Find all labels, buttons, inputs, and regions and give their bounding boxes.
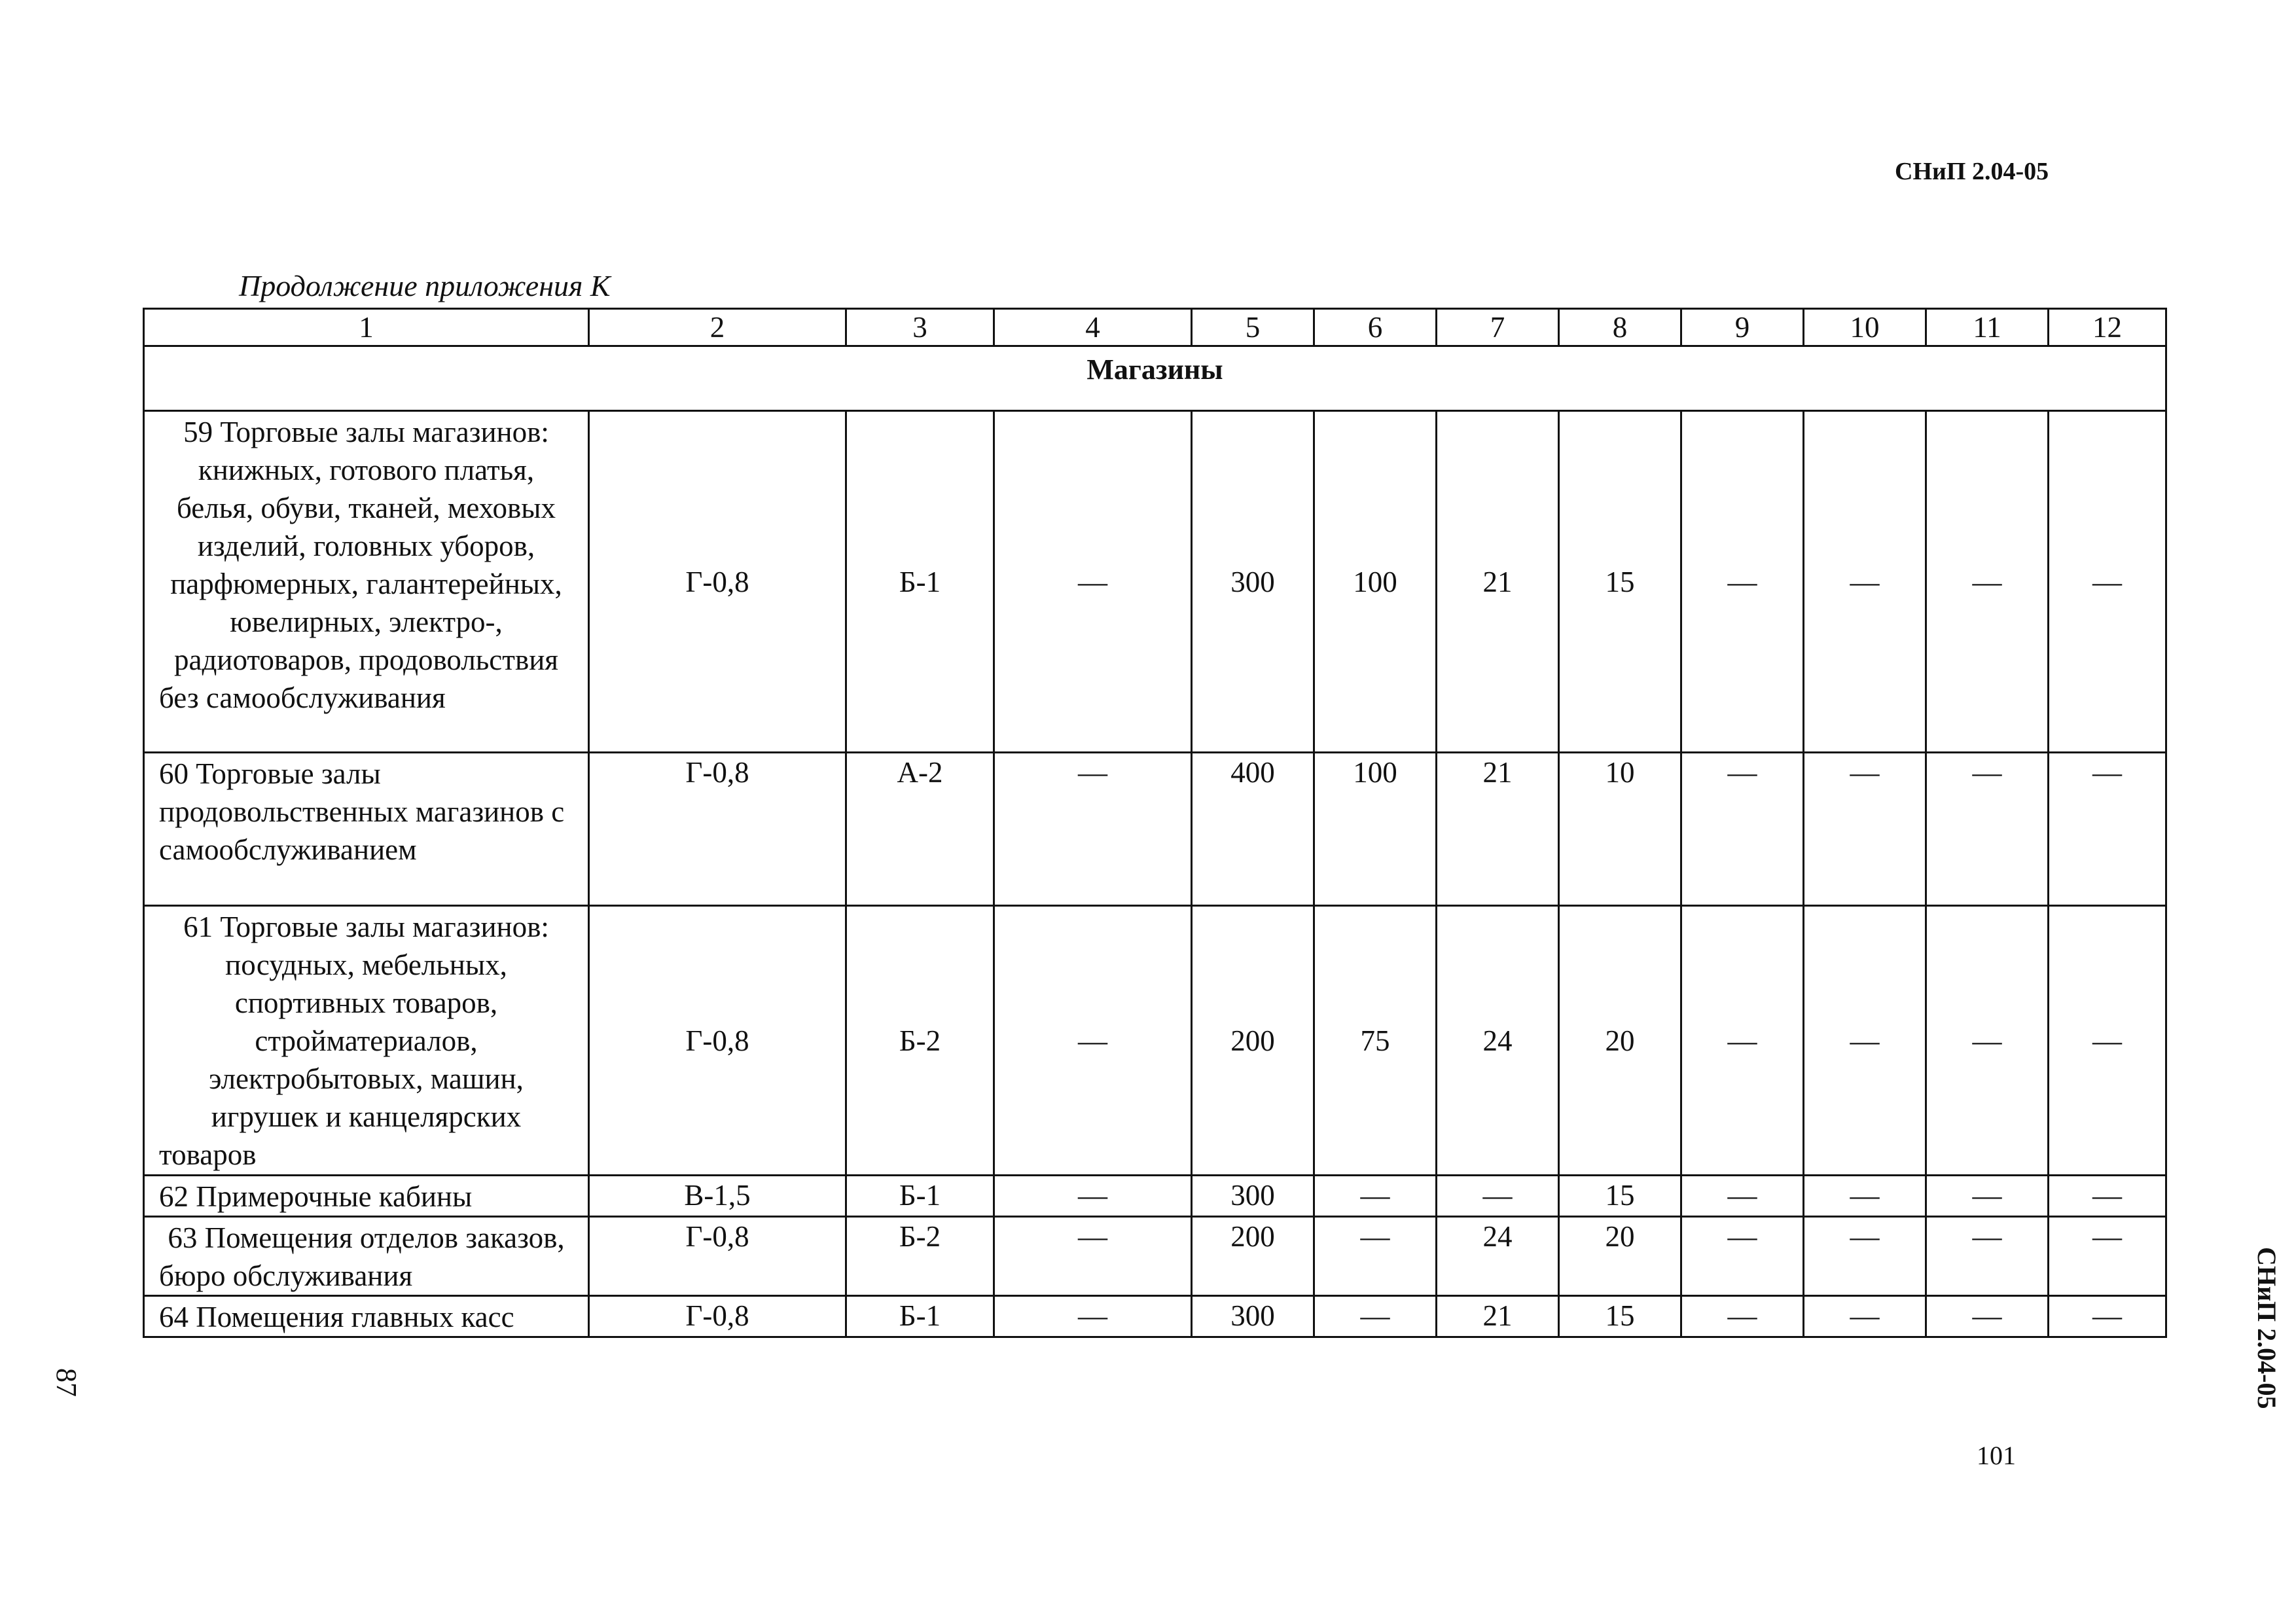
table-row bbox=[144, 906, 2166, 1176]
row-description: 64 Помещения главных касс bbox=[144, 1296, 589, 1337]
table-cell: Г-0,8 bbox=[589, 906, 846, 1176]
table-cell: — bbox=[1681, 1217, 1804, 1296]
table-row bbox=[144, 1296, 2166, 1337]
document-code-side: СНиП 2.04-05 bbox=[2252, 1247, 2282, 1409]
table-cell: А-2 bbox=[846, 753, 994, 906]
table-cell: — bbox=[1314, 1217, 1437, 1296]
column-header: 12 bbox=[2049, 309, 2166, 346]
table-cell: 10 bbox=[1559, 753, 1681, 906]
table-cell: 300 bbox=[1192, 1176, 1314, 1217]
row-description: 61 Торговые залы магазинов: посудных, мебельных, спортивных товаров, стройматериалов, электробытовых, машин, игрушек и канцелярских товаров bbox=[144, 906, 589, 1176]
table-cell: 100 bbox=[1314, 411, 1437, 753]
table-cell: — bbox=[1926, 1217, 2049, 1296]
table-cell: 300 bbox=[1192, 1296, 1314, 1337]
table-cell: Г-0,8 bbox=[589, 1217, 846, 1296]
table-cell: — bbox=[1804, 753, 1926, 906]
table-cell: 100 bbox=[1314, 753, 1437, 906]
table-cell: 21 bbox=[1437, 753, 1559, 906]
section-title: Магазины bbox=[144, 346, 2166, 411]
table-cell: — bbox=[2049, 906, 2166, 1176]
table-cell: 24 bbox=[1437, 906, 1559, 1176]
table-cell: — bbox=[1437, 1176, 1559, 1217]
table-cell: Б-1 bbox=[846, 411, 994, 753]
column-header: 3 bbox=[846, 309, 994, 346]
table-cell: — bbox=[2049, 411, 2166, 753]
table-cell: — bbox=[1314, 1176, 1437, 1217]
table-cell: 20 bbox=[1559, 906, 1681, 1176]
column-header: 6 bbox=[1314, 309, 1437, 346]
table-cell: — bbox=[994, 1217, 1192, 1296]
column-header: 1 bbox=[144, 309, 589, 346]
table-cell: Г-0,8 bbox=[589, 411, 846, 753]
column-header: 9 bbox=[1681, 309, 1804, 346]
table-cell: Б-1 bbox=[846, 1296, 994, 1337]
continuation-caption: Продолжение приложения К bbox=[239, 269, 611, 302]
column-header: 7 bbox=[1437, 309, 1559, 346]
row-description: 60 Торговые залы продовольственных магазинов с самообслуживанием bbox=[144, 753, 589, 906]
row-description: 63 Помещения отделов заказов, бюро обслуживания bbox=[144, 1217, 589, 1296]
table-cell: — bbox=[1681, 753, 1804, 906]
table-cell: — bbox=[2049, 1296, 2166, 1337]
table-cell: 75 bbox=[1314, 906, 1437, 1176]
page-number: 101 bbox=[1977, 1441, 2016, 1470]
table-cell: 200 bbox=[1192, 1217, 1314, 1296]
table-cell: 200 bbox=[1192, 906, 1314, 1176]
table-cell: 24 bbox=[1437, 1217, 1559, 1296]
table-cell: — bbox=[1926, 411, 2049, 753]
table-cell: — bbox=[1804, 1176, 1926, 1217]
table-row bbox=[144, 411, 2166, 753]
table-row bbox=[144, 1217, 2166, 1296]
column-header: 8 bbox=[1559, 309, 1681, 346]
table-cell: — bbox=[994, 1296, 1192, 1337]
table-cell: — bbox=[1804, 411, 1926, 753]
table-cell: 400 bbox=[1192, 753, 1314, 906]
table-cell: — bbox=[994, 906, 1192, 1176]
table-cell: В-1,5 bbox=[589, 1176, 846, 1217]
column-header: 2 bbox=[589, 309, 846, 346]
table-cell: — bbox=[1681, 906, 1804, 1176]
table-cell: 300 bbox=[1192, 411, 1314, 753]
table-cell: — bbox=[994, 1176, 1192, 1217]
table-cell: — bbox=[1681, 1296, 1804, 1337]
column-header: 5 bbox=[1192, 309, 1314, 346]
table-cell: — bbox=[994, 753, 1192, 906]
section-row bbox=[144, 346, 2166, 411]
table-cell: Б-1 bbox=[846, 1176, 994, 1217]
table-cell: — bbox=[2049, 753, 2166, 906]
table-cell: Г-0,8 bbox=[589, 753, 846, 906]
table-cell: 21 bbox=[1437, 411, 1559, 753]
table-cell: 15 bbox=[1559, 411, 1681, 753]
table-cell: Б-2 bbox=[846, 906, 994, 1176]
row-description: 59 Торговые залы магазинов: книжных, готового платья, белья, обуви, тканей, меховых изделий, головных уборов, парфюмерных, галантерейных, ювелирных, электро-, радиотоваров, продовольствия без самообслуживания bbox=[144, 411, 589, 753]
table-cell: — bbox=[1681, 1176, 1804, 1217]
table-row bbox=[144, 1176, 2166, 1217]
table-cell: — bbox=[1804, 1296, 1926, 1337]
table-cell: — bbox=[1926, 1296, 2049, 1337]
column-header: 11 bbox=[1926, 309, 2049, 346]
table-cell: — bbox=[1804, 906, 1926, 1176]
table-row bbox=[144, 753, 2166, 906]
table-cell: — bbox=[1681, 411, 1804, 753]
table-cell: — bbox=[2049, 1217, 2166, 1296]
table-cell: — bbox=[1804, 1217, 1926, 1296]
table-cell: — bbox=[1926, 1176, 2049, 1217]
table-cell: 15 bbox=[1559, 1176, 1681, 1217]
column-number-row bbox=[144, 309, 2166, 346]
appendix-table bbox=[143, 308, 2167, 1338]
table-cell: — bbox=[1926, 753, 2049, 906]
column-header: 4 bbox=[994, 309, 1192, 346]
table-cell: — bbox=[994, 411, 1192, 753]
table-cell: — bbox=[1926, 906, 2049, 1176]
column-header: 10 bbox=[1804, 309, 1926, 346]
table-cell: Б-2 bbox=[846, 1217, 994, 1296]
table-cell: — bbox=[1314, 1296, 1437, 1337]
row-description: 62 Примерочные кабины bbox=[144, 1176, 589, 1217]
table-cell: 15 bbox=[1559, 1296, 1681, 1337]
table-cell: 20 bbox=[1559, 1217, 1681, 1296]
table-cell: 21 bbox=[1437, 1296, 1559, 1337]
document-code-header: СНиП 2.04-05 bbox=[1895, 158, 2049, 185]
rotated-page-number: 87 bbox=[50, 1368, 82, 1397]
table-cell: — bbox=[2049, 1176, 2166, 1217]
table-cell: Г-0,8 bbox=[589, 1296, 846, 1337]
